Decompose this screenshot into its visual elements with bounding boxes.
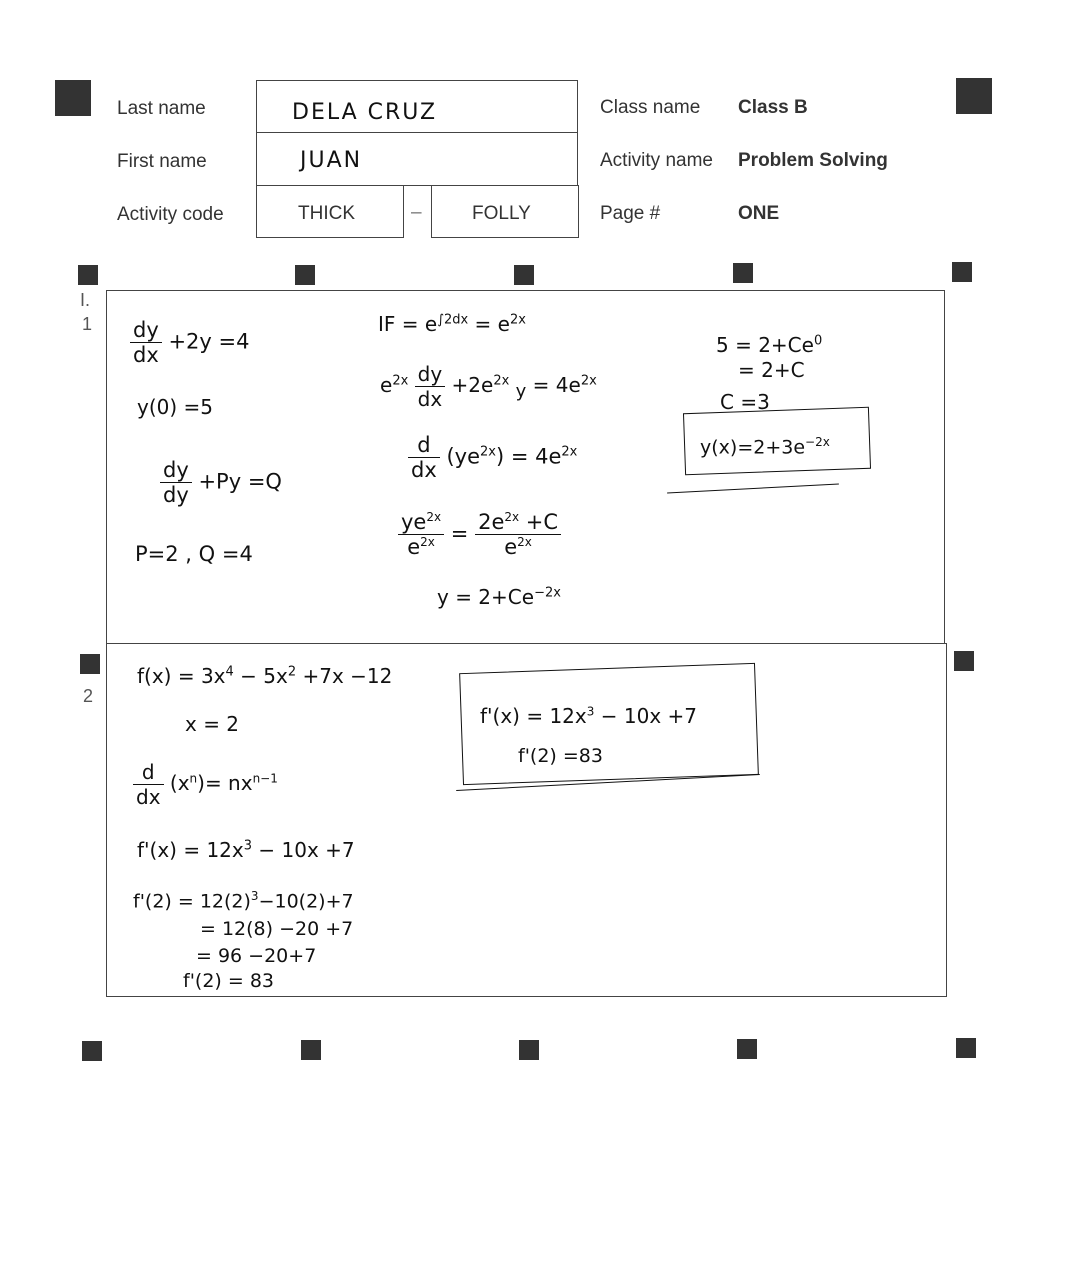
- timing-marker: [737, 1039, 757, 1059]
- class-name-value: Class B: [738, 97, 808, 118]
- q1-initial-condition: y(0) =5: [137, 395, 214, 419]
- question-number-1: 1: [82, 314, 93, 334]
- section-prefix: I.: [80, 290, 91, 310]
- timing-marker: [82, 1041, 102, 1061]
- class-name-label: Class name: [600, 97, 701, 118]
- q2-evaluation-4: f'(2) = 83: [183, 970, 275, 992]
- q2-x-value: x = 2: [185, 712, 240, 736]
- q1-general-solution: $y = 2+Ce^{-2x}$: [437, 585, 561, 609]
- timing-marker: [954, 651, 974, 671]
- activity-name-value: Problem Solving: [738, 150, 888, 171]
- first-name-label: First name: [117, 151, 207, 172]
- first-name-value: JUAN: [300, 148, 363, 173]
- q2-derivative: $f'(x) = 12x^3 - 10x +7$: [137, 838, 355, 862]
- q2-answer-value: f'(2) =83: [518, 745, 603, 767]
- q2-function: $f(x) = 3x^4 - 5x^2 +7x -12$: [137, 664, 393, 688]
- last-name-label: Last name: [117, 98, 206, 119]
- question-number-2: 2: [83, 686, 94, 706]
- q1-division-step: $\frac{ye^{2x}}{e^{2x}}$ = $\frac{2e^{2x} +C}{e^{2x}}$: [398, 510, 561, 559]
- q1-p-q-values: P=2 , Q =4: [135, 542, 253, 566]
- q1-standard-form: $\frac{dy}{dy}$ +Py =Q: [160, 458, 282, 507]
- activity-code-separator: –: [411, 202, 422, 223]
- q1-final-answer: $y(x)=2+3e^{-2x}$: [700, 435, 830, 459]
- registration-marker-top-right: [956, 78, 992, 114]
- q1-constant-value: C =3: [720, 390, 770, 414]
- timing-marker: [80, 654, 100, 674]
- q1-substitution-2: = 2+C: [738, 358, 805, 382]
- q2-evaluation-2: = 12(8) −20 +7: [200, 918, 354, 940]
- timing-marker: [295, 265, 315, 285]
- page-number-label: Page #: [600, 203, 661, 224]
- q1-product-rule-form: $\frac{d}{dx}$ $(ye^{2x}) = 4e^{2x}$: [408, 433, 577, 482]
- activity-code-part-1: THICK: [298, 203, 355, 224]
- last-name-value: DELA CRUZ: [292, 100, 438, 125]
- q2-evaluation-3: = 96 −20+7: [196, 945, 317, 967]
- activity-code-label: Activity code: [117, 204, 224, 225]
- timing-marker: [519, 1040, 539, 1060]
- q1-multiplied-equation: $e^{2x}$ $\frac{dy}{dx}$ $+2e^{2x}$ $_y = 4e^{2x}$: [380, 362, 597, 411]
- registration-marker-top-left: [55, 80, 91, 116]
- timing-marker: [952, 262, 972, 282]
- timing-marker: [78, 265, 98, 285]
- q2-answer-derivative: $f'(x) = 12x^3 - 10x +7$: [480, 704, 697, 728]
- q2-power-rule: $\frac{d}{dx}$ $(x^n)= nx^{n-1}$: [133, 760, 278, 809]
- q1-substitution-1: $5 = 2+Ce^0$: [716, 333, 823, 357]
- page-number-value: ONE: [738, 203, 780, 224]
- timing-marker: [733, 263, 753, 283]
- q1-integrating-factor: IF = $e^{\int 2dx} = e^{2x}$: [378, 312, 526, 336]
- q2-evaluation-1: $f'(2) = 12(2)^3-10(2)+7$: [133, 889, 354, 913]
- activity-name-label: Activity name: [600, 150, 713, 171]
- timing-marker: [301, 1040, 321, 1060]
- q1-equation: $\frac{dy}{dx}$ +2y =4: [130, 318, 249, 367]
- activity-code-part-2: FOLLY: [472, 203, 531, 224]
- timing-marker: [514, 265, 534, 285]
- timing-marker: [956, 1038, 976, 1058]
